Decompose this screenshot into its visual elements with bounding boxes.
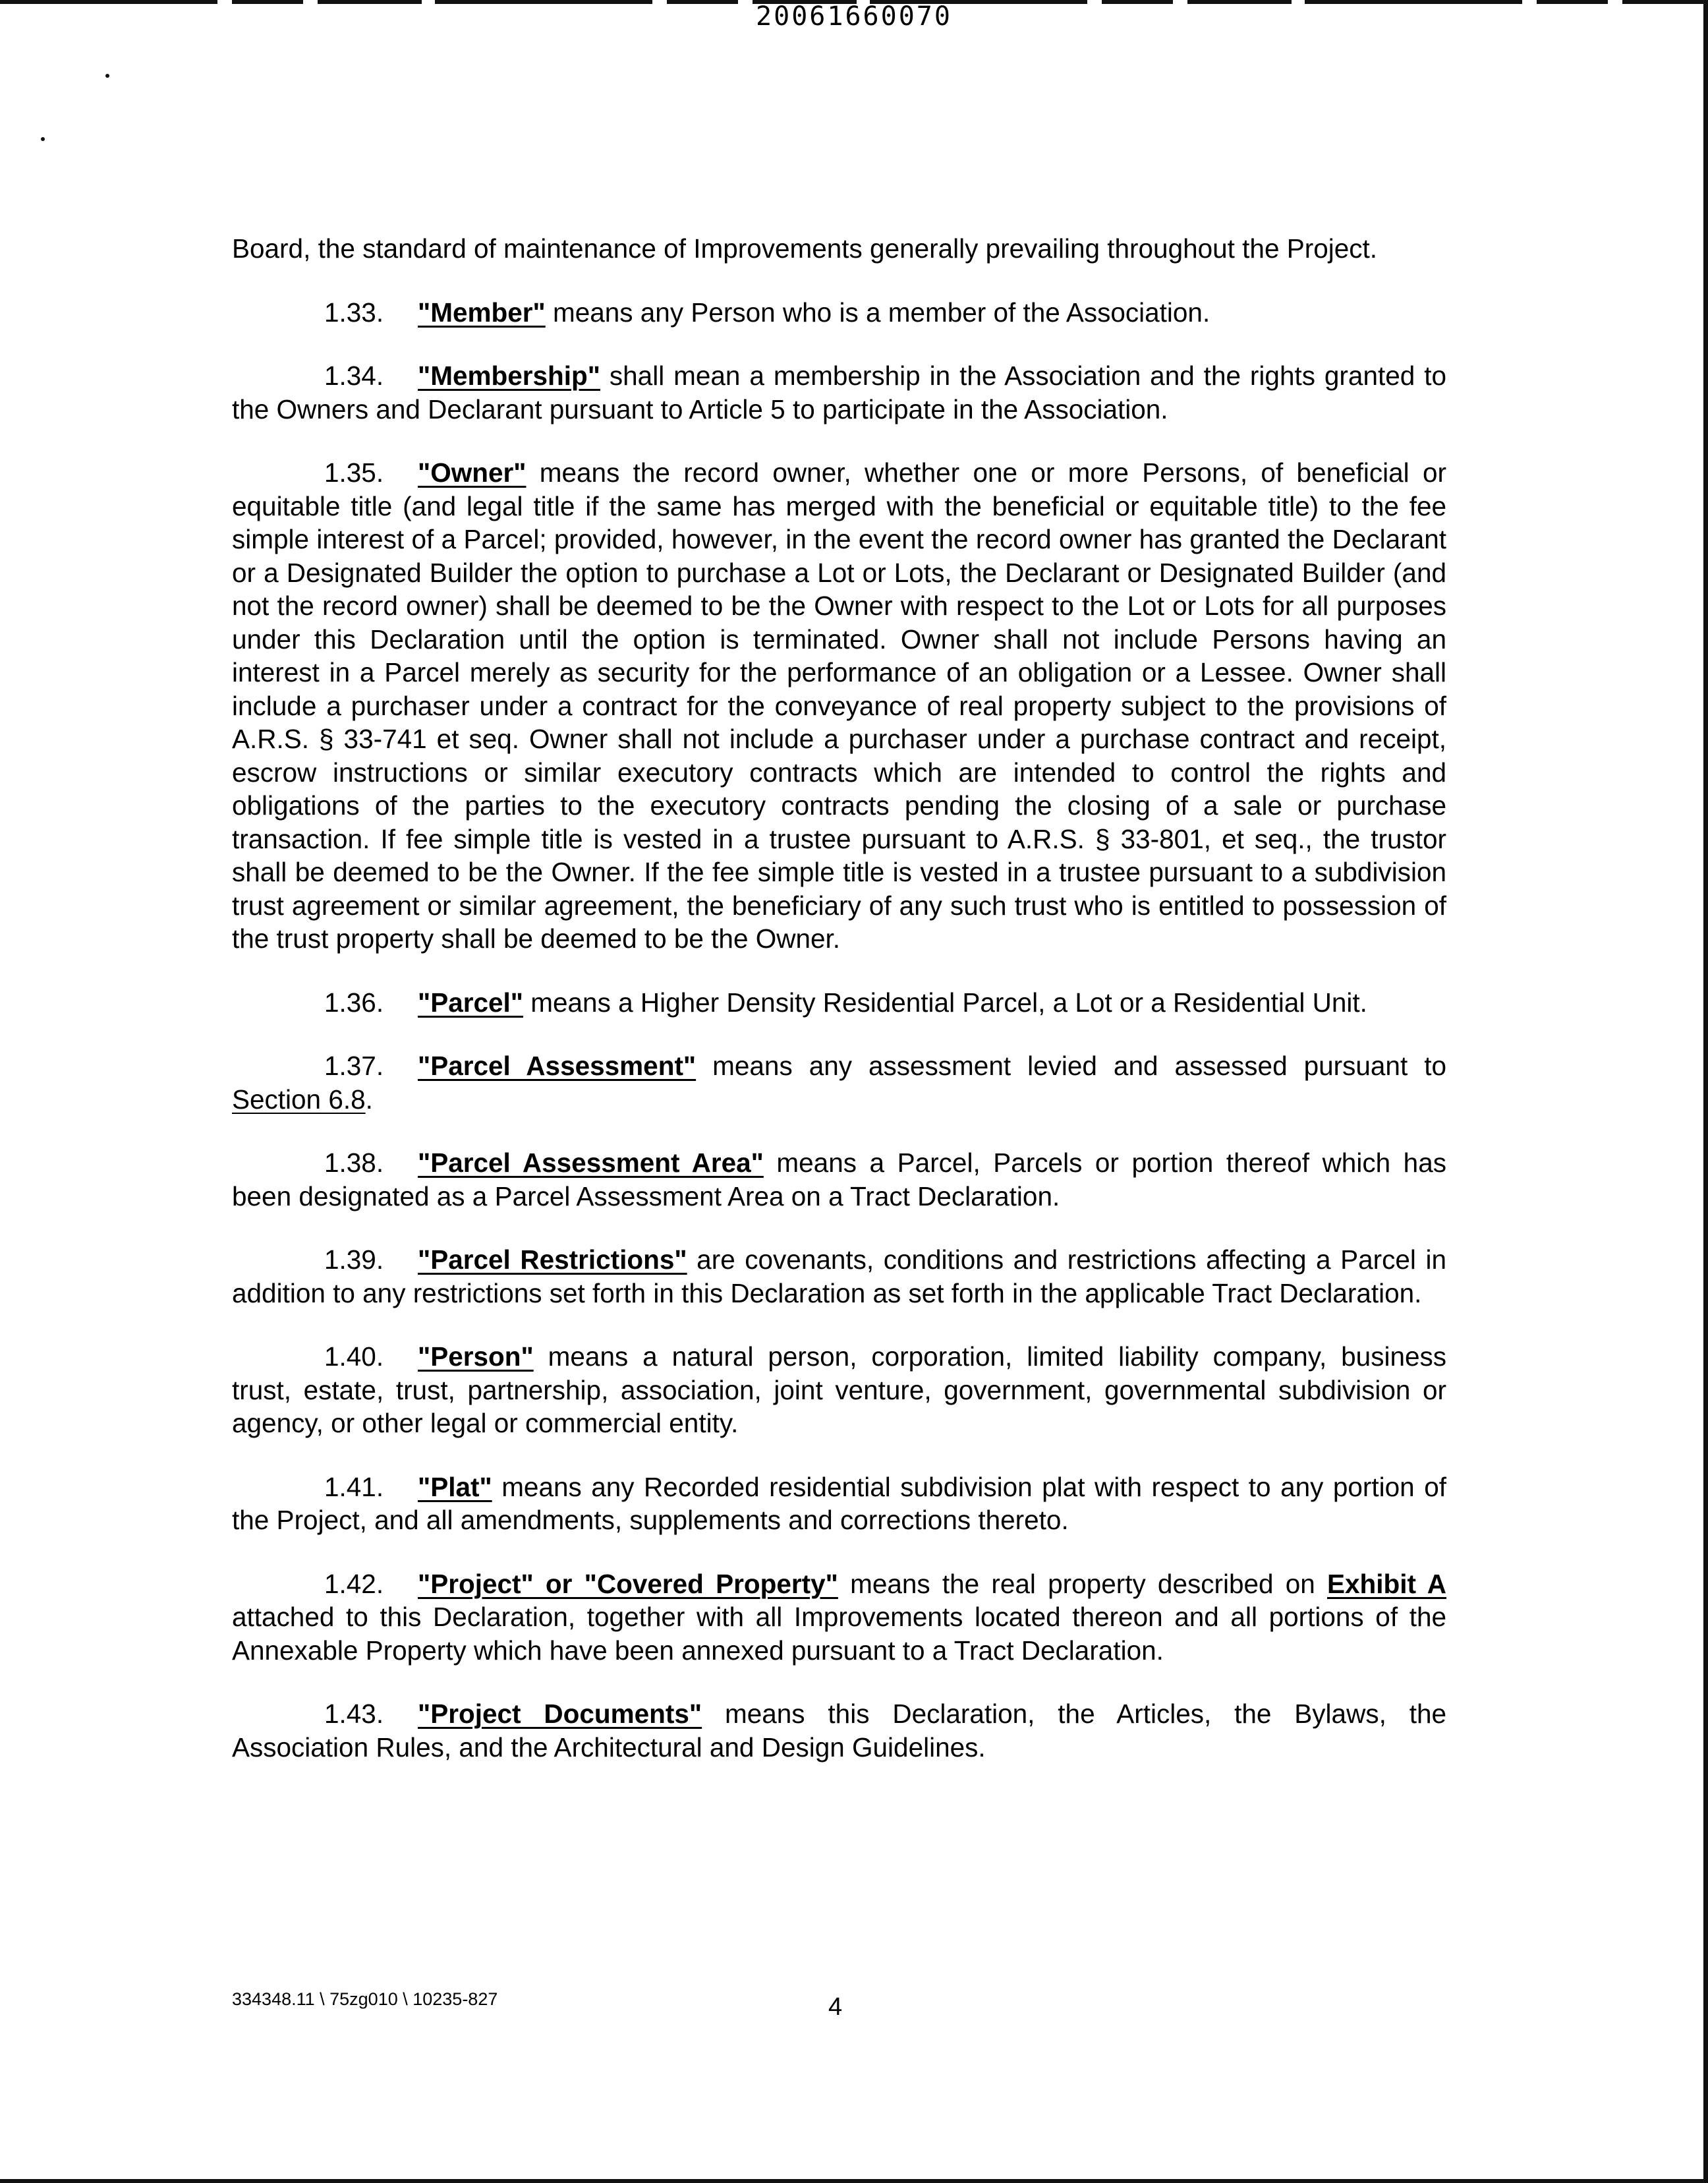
- scan-speck: [105, 74, 109, 78]
- defined-term: "Member": [418, 297, 546, 328]
- paragraph-continuation: [232, 232, 1446, 266]
- definition-text: are covenants, conditions and restrictions affecting a Parcel in addition to any restrictions set forth in this Declaration as set forth in the applicable Tract Declaration.: [232, 1244, 1446, 1308]
- definition-text-tail: attached to this Declaration, together with all Improvements located thereon and all portions of the Annexable Property which have been annexed pursuant to a Tract Declaration.: [232, 1602, 1446, 1666]
- definition-text: means a Higher Density Residential Parcel, a Lot or a Residential Unit.: [523, 987, 1367, 1018]
- definition-1-43: [232, 1697, 1446, 1764]
- page-number: 4: [828, 1993, 843, 2021]
- definition-text-tail: .: [365, 1084, 373, 1115]
- section-number: 1.40.: [324, 1341, 384, 1372]
- section-number: 1.36.: [324, 987, 384, 1018]
- defined-term: "Parcel Assessment": [418, 1051, 697, 1081]
- exhibit-reference-link[interactable]: Exhibit A: [1327, 1568, 1446, 1599]
- definition-text: means a natural person, corporation, limited liability company, business trust, estate, trust, partnership, association, joint venture, government, governmental subdivision or agency, or other legal or commercial entity.: [232, 1341, 1446, 1438]
- section-number: 1.39.: [324, 1244, 384, 1275]
- scan-bottom-edge: [0, 2179, 1708, 2183]
- paragraph-text: Board, the standard of maintenance of Improvements generally prevailing throughout the Project.: [232, 233, 1378, 264]
- section-number: 1.33.: [324, 297, 384, 328]
- definition-1-38: [232, 1146, 1446, 1213]
- scan-right-edge: [1703, 0, 1708, 2183]
- section-number: 1.41.: [324, 1471, 384, 1502]
- section-number: 1.34.: [324, 361, 384, 391]
- definition-1-33: [232, 296, 1446, 330]
- defined-term: "Plat": [418, 1471, 492, 1502]
- definition-text: means the record owner, whether one or more Persons, of beneficial or equitable title (and legal title if the same has merged with the beneficial or equitable title) to the fee simple interest of a Parcel; provided, however, in the event the record owner has granted the Declarant or a Designated Builder the option to purchase a Lot or Lots, the Declarant or Designated Builder (and not the record owner) shall be deemed to be the Owner with respect to the Lot or Lots for all purposes under this Declaration until the option is terminated. Owner shall not include Persons having an interest in a Parcel merely as security for the performance of an obligation or a Lessee. Owner shall include a purchaser under a contract for the conveyance of real property subject to the provisions of A.R.S. § 33-741 et seq. Owner shall not include a purchaser under a purchase contract and receipt, escrow instructions or similar executory contracts which are intended to control the rights and obligations of the parties to the executory contracts pending the closing of a sale or purchase transaction. If fee simple title is vested in a trustee pursuant to A.R.S. § 33-801, et seq., the trustor shall be deemed to be the Owner. If the fee simple title is vested in a trustee pursuant to a subdivision trust agreement or similar agreement, the beneficiary of any such trust who is entitled to possession of the trust property shall be deemed to be the Owner.: [232, 457, 1446, 954]
- definition-text: means a Parcel, Parcels or portion thereof which has been designated as a Parcel Assessment Area on a Tract Declaration.: [232, 1148, 1446, 1211]
- definition-text: means the real property described on: [838, 1568, 1328, 1599]
- defined-term: "Project" or "Covered Property": [418, 1568, 838, 1599]
- definition-text: means any assessment levied and assessed pursuant to: [696, 1051, 1446, 1081]
- definition-text: shall mean a membership in the Association and the rights granted to the Owners and Declarant pursuant to Article 5 to participate in the Association.: [232, 361, 1446, 424]
- scan-speck: [41, 137, 45, 141]
- section-number: 1.42.: [324, 1568, 384, 1599]
- definition-1-34: [232, 359, 1446, 426]
- defined-term: "Owner": [418, 457, 527, 488]
- definition-1-42: [232, 1567, 1446, 1668]
- defined-term: "Parcel": [418, 987, 524, 1018]
- definition-text: means this Declaration, the Articles, the Bylaws, the Association Rules, and the Architectural and Design Guidelines.: [232, 1699, 1447, 1762]
- section-number: 1.35.: [324, 457, 384, 488]
- defined-term: "Parcel Restrictions": [418, 1244, 687, 1275]
- definition-1-39: [232, 1243, 1446, 1310]
- definition-1-40: [232, 1340, 1446, 1440]
- definition-1-35: [232, 456, 1446, 956]
- section-number: 1.43.: [324, 1699, 384, 1729]
- section-number: 1.37.: [324, 1051, 384, 1081]
- defined-term: "Project Documents": [418, 1699, 702, 1729]
- defined-term: "Membership": [418, 361, 600, 391]
- defined-term: "Parcel Assessment Area": [418, 1148, 764, 1178]
- document-body: [232, 232, 1446, 1794]
- definition-1-41: [232, 1470, 1446, 1537]
- recording-number: 20061660070: [756, 1, 952, 32]
- definition-1-36: [232, 986, 1446, 1020]
- footer-document-id: 334348.11 \ 75zg010 \ 10235-827: [232, 1989, 498, 2009]
- definition-text: means any Person who is a member of the Association.: [545, 297, 1210, 328]
- section-number: 1.38.: [324, 1148, 384, 1178]
- definition-1-37: [232, 1049, 1446, 1116]
- definition-text: means any Recorded residential subdivision plat with respect to any portion of the Project, and all amendments, supplements and corrections thereto.: [232, 1471, 1446, 1535]
- section-reference-link[interactable]: Section 6.8: [232, 1084, 366, 1115]
- defined-term: "Person": [418, 1341, 534, 1372]
